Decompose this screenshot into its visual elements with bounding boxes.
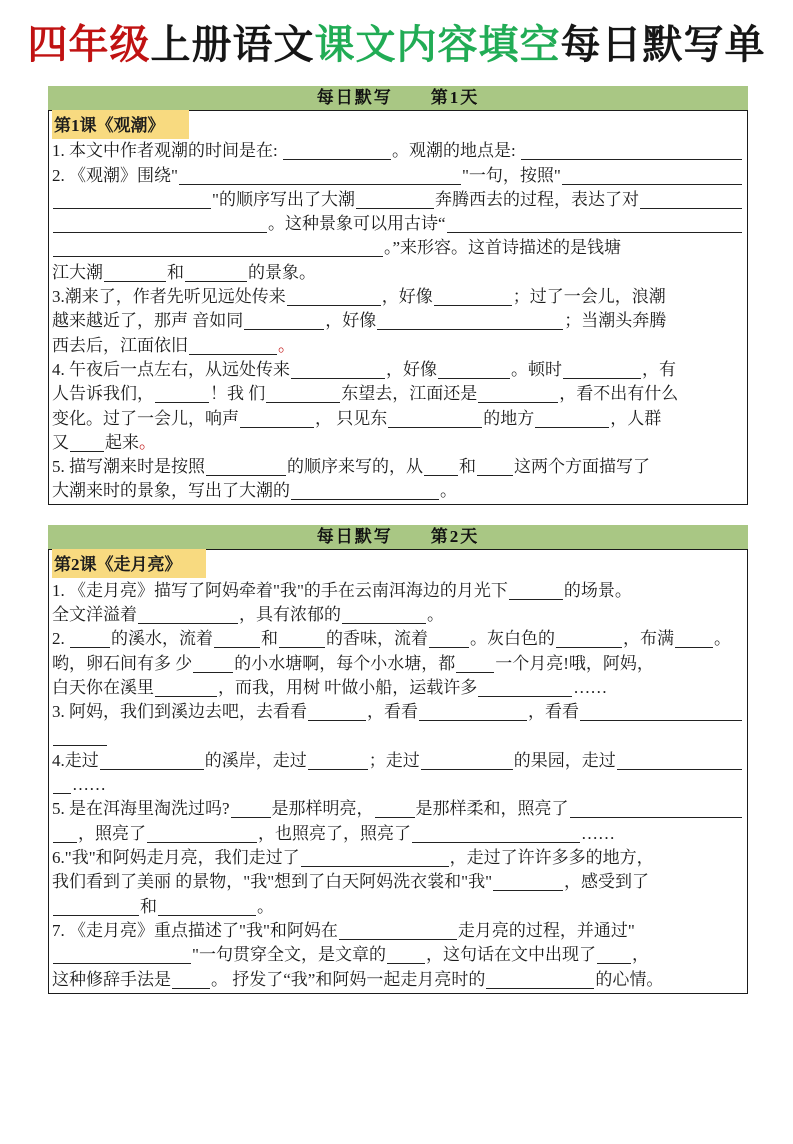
text-line xyxy=(52,674,743,698)
text-segment: ，布满 xyxy=(623,629,674,649)
blank-line xyxy=(388,424,482,428)
text-segment: 4. 午夜后一点左右，从远处传来 xyxy=(52,359,290,379)
blank-line xyxy=(675,644,713,648)
text-line xyxy=(52,283,743,307)
text-segment: 这种修辞手法是 xyxy=(52,969,171,989)
text-segment: 和 xyxy=(261,629,278,649)
text-segment: 5. 是在洱海里淘洗过吗? xyxy=(52,799,230,819)
text-segment: 的景象。 xyxy=(248,262,316,282)
text-segment: 这两个方面描写了 xyxy=(514,457,650,477)
text-segment: ，看看 xyxy=(528,702,579,722)
blank-line xyxy=(477,472,513,476)
text-line xyxy=(52,477,743,501)
text-segment: 3. 阿妈，我们到溪边去吧，去看看 xyxy=(52,702,307,722)
blank-line xyxy=(231,814,271,818)
blank-line xyxy=(356,205,434,209)
blank-line xyxy=(155,399,209,403)
blank-line xyxy=(562,181,742,185)
blank-line xyxy=(617,766,742,770)
text-line xyxy=(52,795,743,819)
text-segment: ，好像 xyxy=(381,287,433,307)
blank-line xyxy=(53,790,71,794)
text-segment: 的香味，流着 xyxy=(326,629,428,649)
text-line xyxy=(52,331,743,355)
blank-line xyxy=(301,863,449,867)
text-segment: 3.潮来了，作者先听见远处传来 xyxy=(52,287,286,307)
text-segment: "一句贯穿全文，是文章的 xyxy=(192,945,386,965)
text-segment: 4.走过 xyxy=(52,750,99,770)
blank-line xyxy=(493,887,563,891)
text-segment: "的顺序写出了大潮 xyxy=(212,189,355,209)
text-segment: ，看看 xyxy=(367,702,418,722)
text-segment: …… xyxy=(72,775,106,795)
text-segment: 和 xyxy=(167,262,184,282)
blank-line xyxy=(535,424,609,428)
text-line xyxy=(52,747,743,771)
blank-line xyxy=(291,375,385,379)
text-line xyxy=(52,649,743,673)
blank-line xyxy=(158,912,256,916)
blank-line xyxy=(104,278,166,282)
text-segment: ，看不出有什么 xyxy=(559,384,679,404)
text-segment: 的心情。 xyxy=(595,969,664,989)
text-segment: 变化。过了一会儿，响声 xyxy=(52,408,239,428)
text-segment: 。 xyxy=(427,605,444,625)
text-segment: …… xyxy=(581,823,615,843)
text-line xyxy=(52,941,743,965)
text-segment: 江大潮 xyxy=(52,262,103,282)
text-line xyxy=(52,137,743,161)
worksheet xyxy=(48,86,748,994)
text-segment: 大潮来时的景象，写出了大潮的 xyxy=(52,481,290,501)
blank-line xyxy=(53,839,77,843)
text-line xyxy=(52,210,743,234)
blank-line xyxy=(424,472,458,476)
blank-line xyxy=(580,717,742,721)
text-segment: 。顿时 xyxy=(511,359,562,379)
text-line xyxy=(52,234,743,258)
text-line xyxy=(52,868,743,892)
title-segment: 四年级 xyxy=(27,23,151,67)
blank-line xyxy=(147,839,257,843)
blank-line xyxy=(521,156,742,160)
text-segment: 的溪水，流着 xyxy=(111,629,213,649)
text-segment: ，这句话在文中出现了 xyxy=(425,945,596,965)
text-segment: ，好像 xyxy=(386,359,437,379)
text-line xyxy=(52,819,743,843)
section-lines-day1 xyxy=(52,137,743,501)
text-segment: 的果园，走过 xyxy=(513,750,616,770)
blank-line xyxy=(570,814,742,818)
blank-line xyxy=(53,742,107,746)
text-segment: 的场景。 xyxy=(563,580,632,600)
blank-line xyxy=(429,644,469,648)
text-segment: ，人群 xyxy=(610,408,662,428)
text-segment: "一句，按照" xyxy=(461,165,561,185)
text-line xyxy=(52,404,743,428)
text-segment: 东望去，江面还是 xyxy=(341,384,478,404)
text-line xyxy=(52,429,743,453)
text-segment: 又 xyxy=(52,432,69,452)
blank-line xyxy=(387,960,425,964)
text-segment: 哟，卵石间有多 少 xyxy=(52,653,193,673)
text-segment: 的顺序来写的，从 xyxy=(287,457,423,477)
text-segment: 7. 《走月亮》重点描述了"我"和阿妈在 xyxy=(52,920,338,940)
blank-line xyxy=(53,960,191,964)
text-line xyxy=(52,307,743,331)
blank-line xyxy=(339,936,457,940)
text-line xyxy=(52,258,743,282)
blank-line xyxy=(193,669,233,673)
blank-line xyxy=(53,229,267,233)
text-segment: 。 xyxy=(139,432,156,452)
blank-line xyxy=(342,620,426,624)
text-line xyxy=(52,892,743,916)
title-segment: 每日默写单 xyxy=(560,23,766,67)
blank-line xyxy=(155,693,217,697)
text-line xyxy=(52,965,743,989)
blank-line xyxy=(419,717,527,721)
text-segment: 。 xyxy=(278,335,295,355)
text-segment: 。灰白色的 xyxy=(470,629,555,649)
day-banner-2: 每日默写 第2天 xyxy=(48,525,748,549)
text-segment: 越来越近了，那声 音如同 xyxy=(52,311,244,331)
text-segment: 和 xyxy=(140,896,157,916)
text-segment: 2. 《观潮》围绕" xyxy=(52,165,178,185)
text-segment: ，有 xyxy=(642,359,676,379)
text-segment: …… xyxy=(573,677,608,697)
text-segment: ，具有浓郁的 xyxy=(239,605,341,625)
text-line xyxy=(52,380,743,404)
text-segment: ，而我，用树 叶做小船，运载许多 xyxy=(218,677,478,697)
blank-line xyxy=(486,985,594,989)
text-segment: ，感受到了 xyxy=(564,872,650,892)
text-line xyxy=(52,601,743,625)
blank-line xyxy=(185,278,247,282)
blank-line xyxy=(240,424,314,428)
text-segment: 白天你在溪里 xyxy=(52,677,154,697)
worksheet-section-day1 xyxy=(48,110,748,505)
text-segment: 起来 xyxy=(105,432,139,452)
blank-line xyxy=(206,472,286,476)
blank-line xyxy=(287,302,381,306)
blank-line xyxy=(266,399,340,403)
text-segment: ，照亮了 xyxy=(78,823,146,843)
text-line xyxy=(52,722,743,746)
text-segment: ，走过了许许多多的地方， xyxy=(449,848,654,868)
text-segment: ，好像 xyxy=(325,311,377,331)
blank-line xyxy=(138,620,238,624)
title-segment: 上册语文 xyxy=(150,23,315,67)
blank-line xyxy=(214,644,260,648)
blank-line xyxy=(478,693,572,697)
blank-line xyxy=(283,156,391,160)
text-segment: ；过了一会儿，浪潮 xyxy=(512,287,666,307)
blank-line xyxy=(53,912,139,916)
text-segment: ，也照亮了，照亮了 xyxy=(258,823,411,843)
day-banner-1: 每日默写 第1天 xyxy=(48,86,748,110)
text-segment: 走月亮的过程，并通过" xyxy=(457,920,635,940)
blank-line xyxy=(377,326,563,330)
text-line xyxy=(52,356,743,380)
blank-line xyxy=(308,766,368,770)
blank-line xyxy=(556,644,622,648)
blank-line xyxy=(53,205,211,209)
blank-line xyxy=(375,814,415,818)
text-segment: 人告诉我们， xyxy=(52,384,154,404)
blank-line xyxy=(434,302,512,306)
text-line xyxy=(52,186,743,210)
text-segment: 西去后，江面依旧 xyxy=(52,335,188,355)
text-segment: 1. 《走月亮》描写了阿妈牵着"我"的手在云南洱海边的月光下 xyxy=(52,580,508,600)
text-segment: 奔腾西去的过程，表达了对 xyxy=(434,189,639,209)
text-segment: 的地方 xyxy=(483,408,535,428)
blank-line xyxy=(172,985,210,989)
text-line xyxy=(52,771,743,795)
blank-line xyxy=(100,766,204,770)
lesson-label-row xyxy=(52,551,743,576)
blank-line xyxy=(291,496,439,500)
lesson-label-row xyxy=(52,112,743,137)
blank-line xyxy=(447,229,742,233)
text-segment: 全文洋溢着 xyxy=(52,605,137,625)
blank-line xyxy=(70,448,104,452)
page-title xyxy=(0,22,793,68)
text-segment: 。 抒发了“我”和阿妈一起走月亮时的 xyxy=(211,969,486,989)
section-lines-day2 xyxy=(52,576,743,989)
blank-line xyxy=(179,181,461,185)
text-segment: 。 xyxy=(714,629,731,649)
text-segment: 的小水塘啊，每个小水塘，都 xyxy=(234,653,456,673)
text-segment: ， xyxy=(631,945,649,965)
text-line xyxy=(52,576,743,600)
blank-line xyxy=(279,644,325,648)
text-segment: 是那样明亮， xyxy=(271,799,374,819)
worksheet-section-day2 xyxy=(48,549,748,993)
text-segment: 我们看到了美丽 的景物，"我"想到了白天阿妈洗衣裳和"我" xyxy=(52,872,493,892)
text-segment: 是那样柔和，照亮了 xyxy=(415,799,569,819)
lesson-label: 第1课《观潮》 xyxy=(52,110,189,139)
text-line xyxy=(52,698,743,722)
text-line xyxy=(52,844,743,868)
text-line xyxy=(52,453,743,477)
text-line xyxy=(52,917,743,941)
blank-line xyxy=(70,644,110,648)
text-segment: 的溪岸，走过 xyxy=(204,750,307,770)
blank-line xyxy=(640,205,742,209)
lesson-label: 第2课《走月亮》 xyxy=(52,549,206,578)
blank-line xyxy=(456,669,494,673)
text-segment: ；当潮头奔腾 xyxy=(564,311,667,331)
blank-line xyxy=(189,351,277,355)
blank-line xyxy=(53,253,383,257)
text-segment: ， 只见东 xyxy=(315,408,388,428)
blank-line xyxy=(412,839,580,843)
text-segment: 一个月亮!哦，阿妈， xyxy=(495,653,654,673)
blank-line xyxy=(478,399,558,403)
text-segment: ！我 们 xyxy=(210,384,266,404)
text-segment: 1. 本文中作者观潮的时间是在: xyxy=(52,141,282,161)
blank-line xyxy=(438,375,510,379)
text-segment: 和 xyxy=(459,457,476,477)
text-segment: ；走过 xyxy=(368,750,420,770)
text-segment: 6."我"和阿妈走月亮，我们走过了 xyxy=(52,848,300,868)
text-segment: 。这种景象可以用古诗“ xyxy=(268,214,446,234)
text-segment: 。 xyxy=(257,896,274,916)
blank-line xyxy=(244,326,324,330)
blank-line xyxy=(509,596,563,600)
text-segment: 2. xyxy=(52,629,69,649)
text-segment: 5. 描写潮来时是按照 xyxy=(52,457,205,477)
blank-line xyxy=(597,960,631,964)
text-line xyxy=(52,625,743,649)
text-segment: 。”来形容。这首诗描述的是钱塘 xyxy=(384,238,622,258)
blank-line xyxy=(563,375,641,379)
text-segment: 。 xyxy=(440,481,457,501)
title-segment: 课文内容填空 xyxy=(314,23,561,67)
blank-line xyxy=(308,717,366,721)
text-line xyxy=(52,161,743,185)
blank-line xyxy=(421,766,513,770)
text-segment: 。观潮的地点是: xyxy=(391,141,520,161)
